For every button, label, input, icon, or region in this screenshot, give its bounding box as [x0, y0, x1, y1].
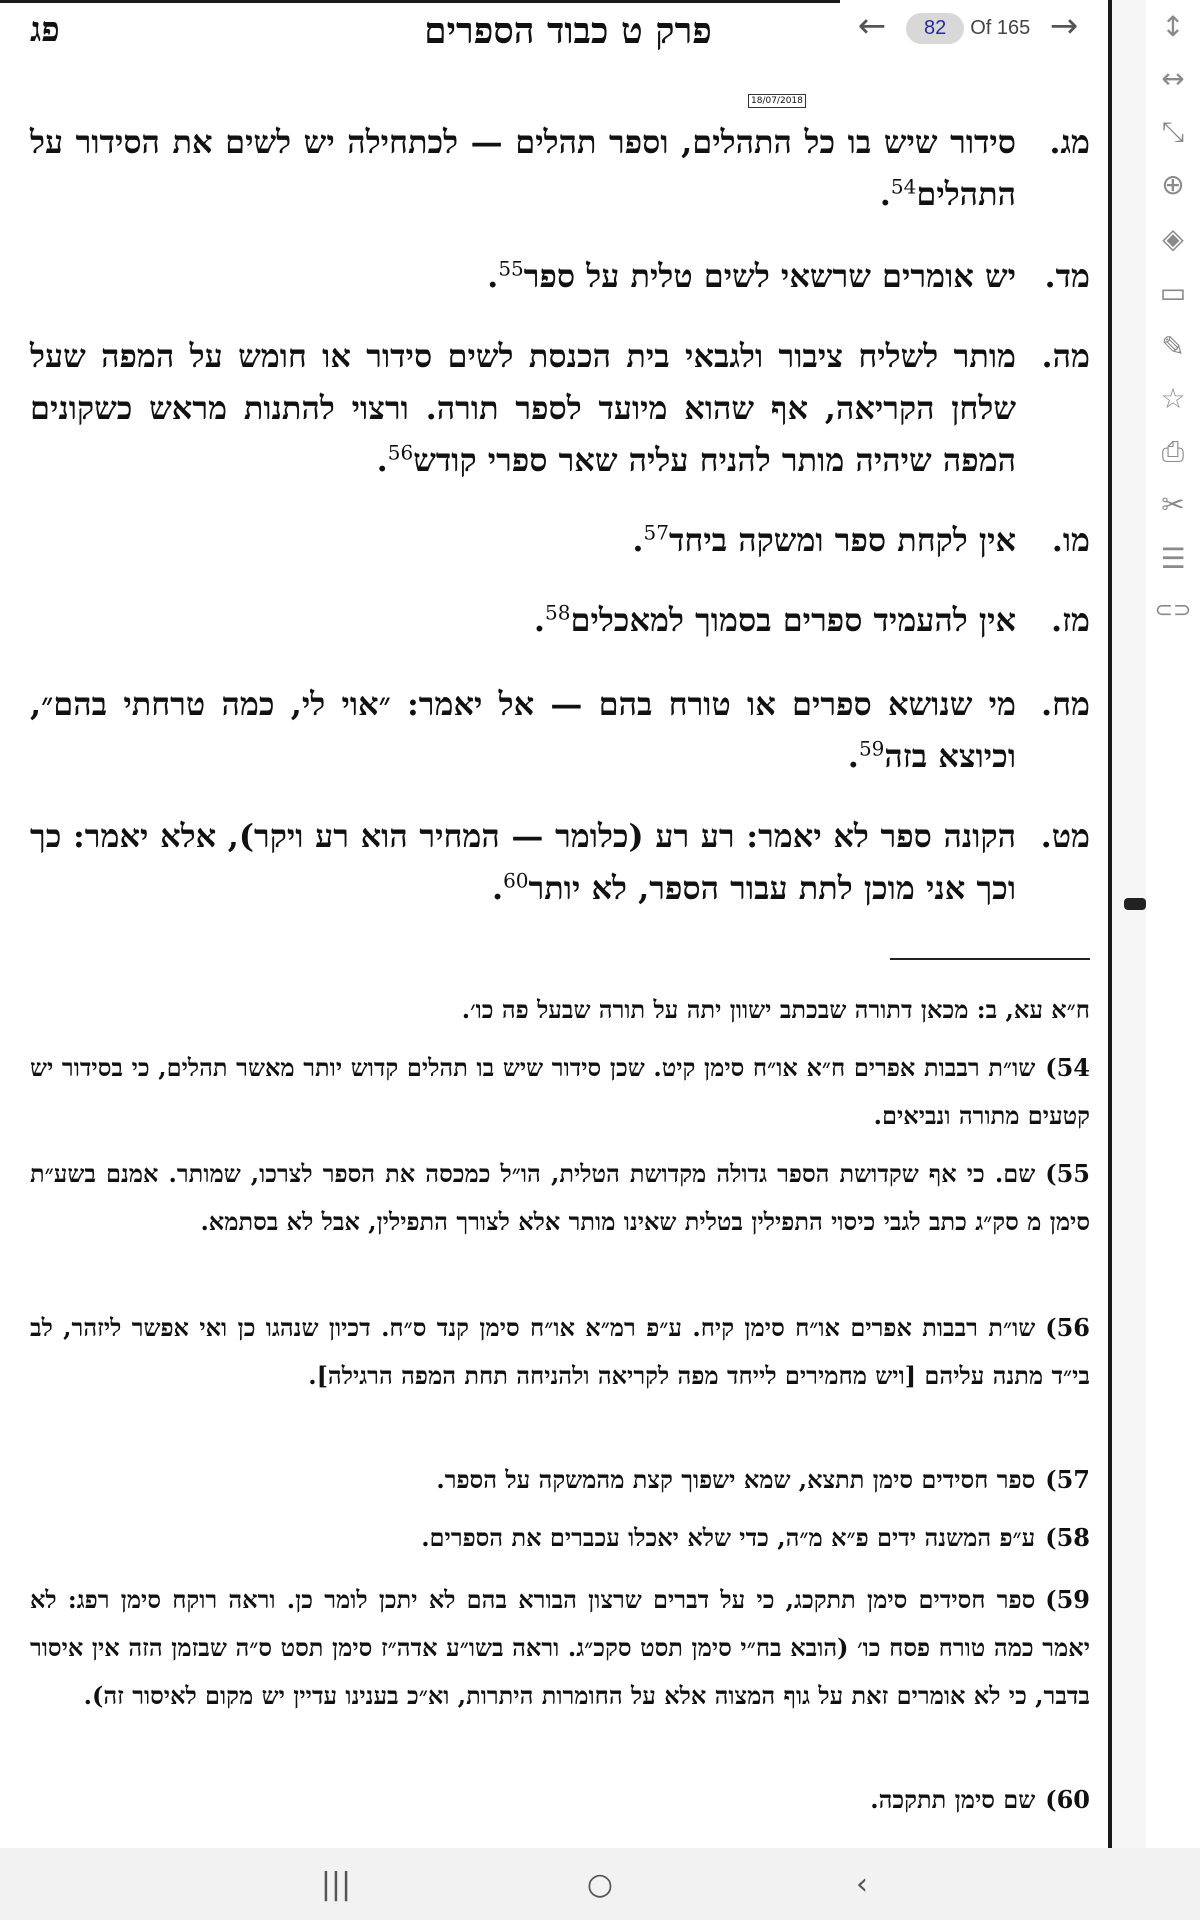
footnote-ref[interactable]: 55 [498, 256, 524, 281]
footnote-ref[interactable]: 57 [643, 520, 669, 545]
paragraph-text: אין להעמיד ספרים בסמוך למאכלים [570, 601, 1016, 639]
paragraph-letter: מו. [1051, 521, 1090, 559]
footnote-55 [30, 1150, 1090, 1246]
current-page-input[interactable]: 82 [906, 13, 964, 44]
footnote-text: שו״ת רבבות אפרים או״ח סימן קיח. ע״פ רמ״א או״ח סימן קנד ס״ח. דכיון שנהגו כן ואי אפשר ליזהר, לב בי״ד מתנה עליהם [ויש מחמירים לייחד מפה לקריאה ולהניחה תחת המפה הרגילה]. [30, 1313, 1090, 1390]
paragraph-mg: מג. סידור שיש בו כל התהלים, וספר תהלים — לכתחילה יש לשים את הסידור על התהלים$^{54}$. [30, 116, 1090, 220]
footnote-ref[interactable]: 54 [890, 174, 917, 199]
scrollbar-handle[interactable] [1124, 898, 1146, 910]
footnote-separator [890, 958, 1090, 960]
scroll-gutter [1112, 0, 1146, 1848]
footnote-text: ספר חסידים סימן תתקכג, כי על דברים שרצון הבורא בהם לא יתכן לומר כן. וראה רוקח סימן רפג: לא יאמר כמה טורח פסח כו׳ (הובא בח״י סימן תסט סקכ״ג. וראה בשו״ע אדה״ז סימן תסט ס״ה שבזמן הזה אין איסור בדבר, כי לא אומרים זאת על גוף המצוה אלא על החומרות היתרות, וא״כ בענינו עדיין יש מקום לאיסור זה). [30, 1585, 1090, 1710]
print-icon[interactable]: ⎙ [1161, 435, 1185, 468]
footnote-58 [30, 1514, 1090, 1562]
back-icon[interactable]: ‹ [856, 1866, 868, 1902]
paragraph-letter: מה. [1041, 337, 1090, 375]
paragraph-letter: מג. [1049, 123, 1090, 161]
footnote-text: שם. כי אף שקדושת הספר גדולה מקדושת הטלית, הו״ל כמכסה את הספר לצרכו, שמותר. אמנם בשע״ת סימן מ סק״ג כתב לגבי כיסוי התפילין בטלית שאינו מותר אלא לצורך התפילין, אבל לא בסתמא. [30, 1159, 1090, 1236]
footnote-number: 58) [1045, 1523, 1090, 1552]
footnote-number: 59) [1045, 1585, 1090, 1614]
footnote-text: שו״ת רבבות אפרים ח״א או״ח סימן קיט. שכן סידור שיש בו תהלים קדוש יותר מאשר תהלים, כי בסידור יש קטעים מתורה ונביאים. [30, 1053, 1090, 1130]
footnote-60 [30, 1776, 1090, 1824]
total-pages-label: Of 165 [970, 16, 1031, 39]
date-stamp: 18/07/2018 [748, 94, 806, 108]
previous-page-button[interactable]: ← [857, 6, 887, 46]
page-counter [906, 10, 1030, 46]
pencil-icon[interactable]: ✎ [1161, 329, 1185, 363]
footnote-56 [30, 1304, 1090, 1400]
vertical-resize-icon[interactable]: ↕ [1161, 9, 1185, 43]
home-icon[interactable]: ○ [586, 1866, 614, 1902]
footnote-number: 56) [1045, 1313, 1090, 1342]
paragraph-letter: מח. [1040, 685, 1090, 723]
footnote-text: שם סימן תתקכה. [870, 1785, 1036, 1814]
book-icon[interactable]: ▭ [1159, 275, 1187, 309]
paragraph-md: מד. יש אומרים שרשאי לשים טלית על ספר$^{55}$. [30, 250, 1090, 302]
paragraph-mz: מז. אין להעמיד ספרים בסמוך למאכלים$^{58}$. [30, 594, 1090, 646]
footnote-ref[interactable]: 60 [503, 868, 529, 893]
reader-icon[interactable]: ☰ [1160, 541, 1186, 575]
footnote-57 [30, 1456, 1090, 1504]
paragraph-letter: מז. [1050, 601, 1090, 639]
footnote-ref[interactable]: 59 [858, 736, 885, 761]
paragraph-text: מי שנושא ספרים או טורח בהם — אל יאמר: ״אוי לי, כמה טרחתי בהם״, וכיוצא בזה [30, 685, 1017, 775]
footnote-number: 60) [1045, 1785, 1090, 1814]
zoom-in-icon[interactable]: ⊕ [1161, 167, 1185, 201]
footnote-54 [30, 1044, 1090, 1140]
paragraph-letter: מט. [1040, 817, 1090, 855]
clip-icon[interactable]: ✂ [1161, 487, 1185, 521]
side-toolbar [1146, 0, 1200, 1848]
star-icon[interactable]: ☆ [1160, 381, 1186, 415]
paragraph-text: אין לקחת ספר ומשקה ביחד [668, 521, 1016, 559]
footnote-number: 57) [1045, 1465, 1090, 1494]
footnote-number: 54) [1045, 1053, 1090, 1082]
paragraph-text: יש אומרים שרשאי לשים טלית על ספר [523, 257, 1016, 295]
page-header-title: פרק ט כבוד הספרים [424, 10, 712, 52]
system-nav-bar [0, 1848, 1200, 1920]
recents-icon[interactable]: ||| [320, 1866, 352, 1902]
footnote-text: ח״א עא, ב: מכאן דתורה שבכתב ישוון יתה על תורה שבעל פה כו׳. [461, 995, 1090, 1024]
next-page-button[interactable]: → [1049, 6, 1079, 46]
paragraph-mch: מח. מי שנושא ספרים או טורח בהם — אל יאמר: ״אוי לי, כמה טרחתי בהם״, וכיוצא בזה$^{59}$. [30, 678, 1090, 782]
paragraph-text: הקונה ספר לא יאמר: רע רע (כלומר — המחיר הוא רע ויקר), אלא יאמר: כך וכך אני מוכן לתת עבור הספר, לא יותר [30, 817, 1017, 907]
top-rule [0, 0, 840, 3]
paragraph-mv: מו. אין לקחת ספר ומשקה ביחד$^{57}$. [30, 514, 1090, 566]
paragraph-text: מותר לשליח ציבור ולגבאי בית הכנסת לשים סידור או חומש על המפה שעל שלחן הקריאה, אף שהוא מיועד לספר תורה. ורצוי להתנות מראש כשקונים המפה שיהיה מותר להניח עליה שאר ספרי קודש [30, 337, 1016, 479]
paragraph-mh: מה. מותר לשליח ציבור ולגבאי בית הכנסת לשים סידור או חומש על המפה שעל שלחן הקריאה, אף שהוא מיועד לספר תורה. ורצוי להתנות מראש כשקונים המפה שיהיה מותר להניח עליה שאר ספרי קודש$^{56}$. [30, 330, 1090, 486]
collapse-icon[interactable]: ⤡ [1161, 115, 1185, 148]
footnote-ref[interactable]: 56 [387, 440, 414, 465]
layers-icon[interactable]: ◈ [1162, 221, 1184, 255]
footnote-59 [30, 1576, 1090, 1720]
footnote-ref[interactable]: 58 [545, 600, 571, 625]
horizontal-resize-icon[interactable]: ↔ [1161, 61, 1185, 95]
paragraph-text: סידור שיש בו כל התהלים, וספר תהלים — לכתחילה יש לשים את הסידור על התהלים [30, 123, 1017, 213]
link-icon[interactable]: ⊂⊃ [1154, 597, 1192, 623]
paragraph-mt: מט. הקונה ספר לא יאמר: רע רע (כלומר — המחיר הוא רע ויקר), אלא יאמר: כך וכך אני מוכן לתת עבור הספר, לא יותר$^{60}$. [30, 810, 1090, 914]
paragraph-letter: מד. [1044, 257, 1090, 295]
footnote-text: ע״פ המשנה ידים פ״א מ״ה, כדי שלא יאכלו עכברים את הספרים. [421, 1523, 1036, 1552]
page-header-number: פג [30, 10, 60, 50]
footnote-number: 55) [1045, 1159, 1090, 1188]
footnote-continuation [30, 986, 1090, 1034]
footnote-text: ספר חסידים סימן תתצא, שמא ישפוך קצת מהמשקה על הספר. [436, 1465, 1036, 1494]
